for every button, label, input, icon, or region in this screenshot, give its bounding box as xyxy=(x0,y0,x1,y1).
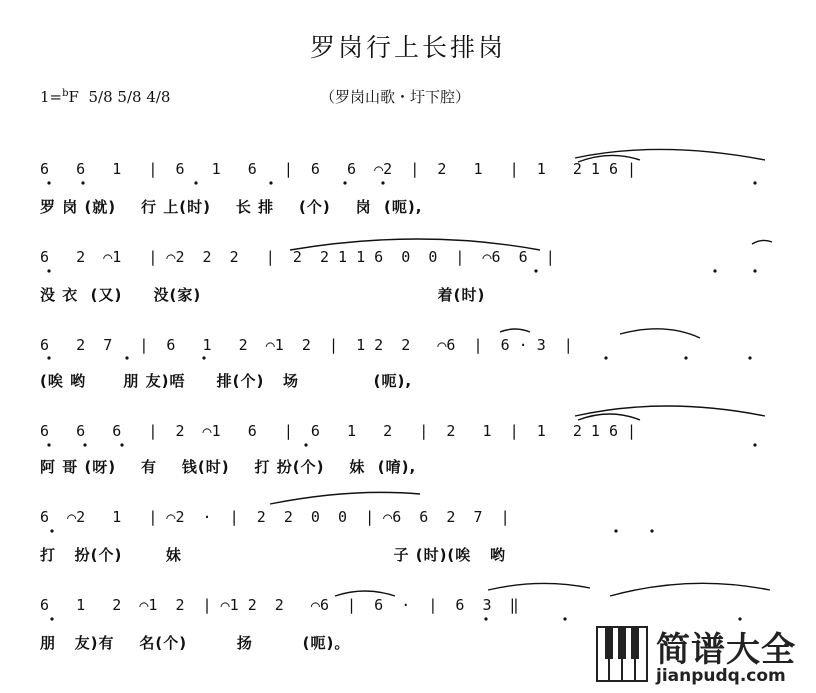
key-flat: b xyxy=(62,88,69,99)
song-subtitle: （罗岗山歌・圩下腔） xyxy=(320,88,471,106)
notes-row-2: 6 2 ⌒1 | ⌒2 2 2 | 2 2 1 1 6 0 0 | ⌒6 6 | xyxy=(40,248,555,266)
lyrics-row-1: 罗 岗 (就) 行 上(时) 长 排 (个) 岗 (呃), xyxy=(40,198,423,216)
lyrics-row-6: 朋 友)有 名(个) 扬 (呃)。 xyxy=(40,634,351,652)
site-logo[interactable] xyxy=(596,622,806,688)
notes-row-6: 6 1 2 ⌒1 2 | ⌒1 2 2 ⌒6 | 6 · | 6 3 ‖ xyxy=(40,596,519,614)
notes-row-1: 6 6 1 | 6 1 6 | 6 6 ⌒2 | 2 1 | 1 2 1 6 | xyxy=(40,160,637,178)
logo-name: 简谱大全 xyxy=(656,630,796,670)
lyrics-row-5: 打 扮(个) 妹 子 (时)(唉 哟 xyxy=(40,546,506,564)
time-signatures: 5/8 5/8 4/8 xyxy=(88,88,171,106)
notes-row-3: 6 2 7 | 6 1 2 ⌒1 2 | 1 2 2 ⌒6 | 6 · 3 | xyxy=(40,336,573,354)
lyrics-row-3: (唉 哟 朋 友)唔 排(个) 场 (呃), xyxy=(40,372,413,390)
piano-keys-icon xyxy=(596,626,648,682)
logo-url[interactable]: jianpudq.com xyxy=(656,666,786,686)
notes-row-4: 6 6 6 | 2 ⌒1 6 | 6 1 2 | 2 1 | 1 2 1 6 | xyxy=(40,422,637,440)
notes-row-5: 6 ⌒2 1 | ⌒2 · | 2 2 0 0 | ⌒6 6 2 7 | xyxy=(40,508,510,526)
key-note: F xyxy=(68,88,79,106)
key-signature xyxy=(40,88,170,106)
lyrics-row-2: 没 衣 (又) 没(家) 着(时) xyxy=(40,286,486,304)
key-prefix: 1= xyxy=(40,88,63,106)
score-title: 罗岗行上长排岗 xyxy=(309,33,506,62)
lyrics-row-4: 阿 哥 (呀) 有 钱(时) 打 扮(个) 妹 (唷), xyxy=(40,458,417,476)
